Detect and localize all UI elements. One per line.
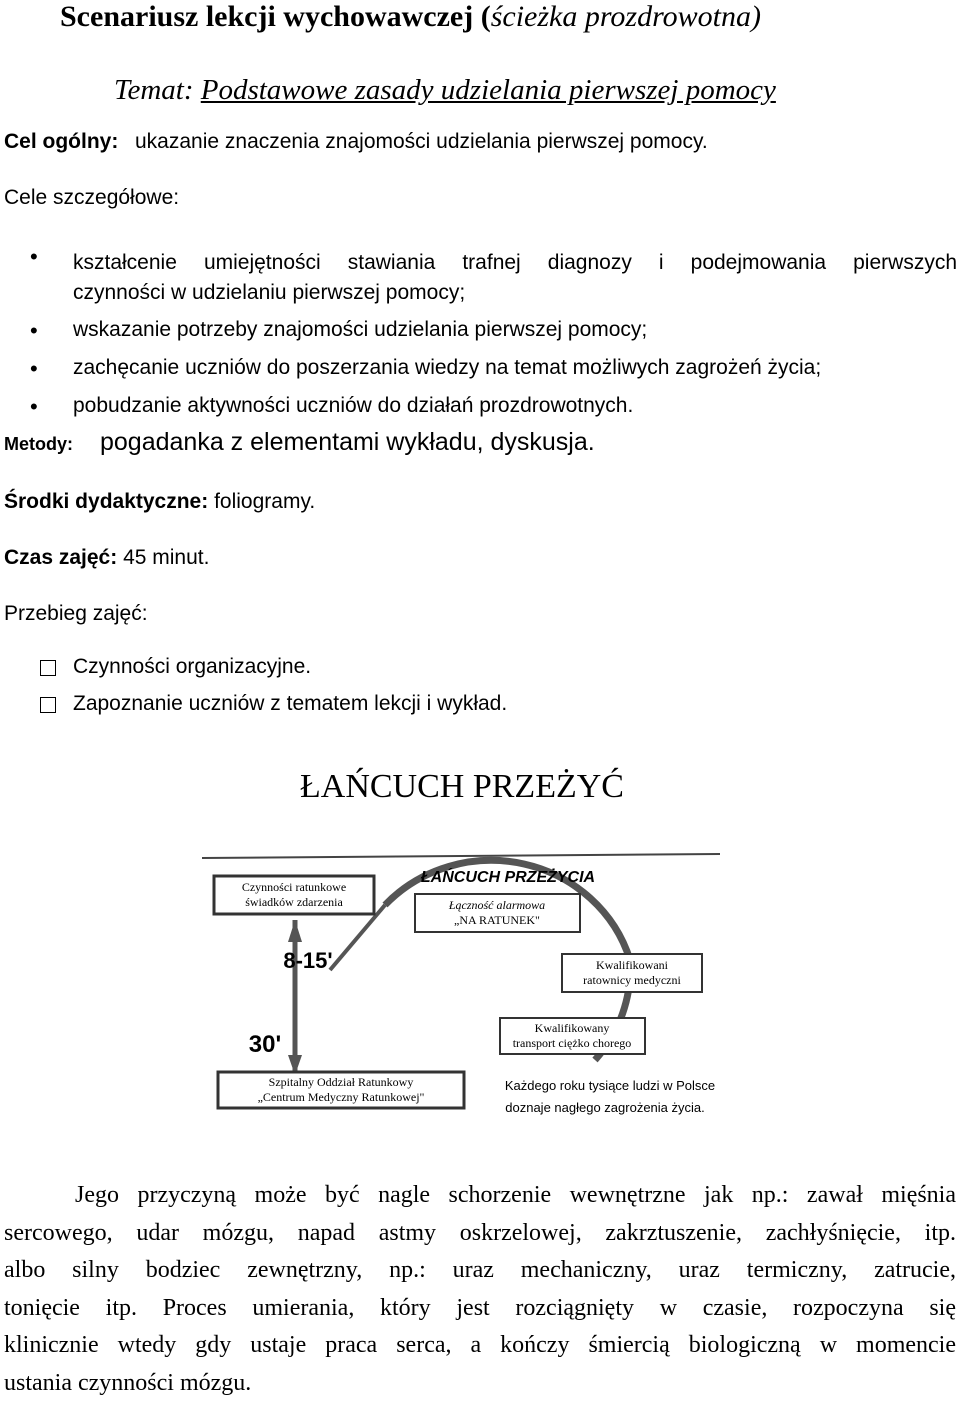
note-line1: Każdego roku tysiące ludzi w Polsce <box>504 1078 716 1093</box>
survival-chain-diagram <box>200 850 730 1125</box>
paragraph-line-3: albo silny bodziec zewnętrzny, np.: uraz mechaniczny, uraz termiczny, zatrucie, <box>4 1257 956 1283</box>
topic-label: Temat: <box>114 74 201 106</box>
aids-text: foliogramy. <box>208 490 316 513</box>
course-step-2: Zapoznanie uczniów z tematem lekcji i wykład. <box>73 692 508 715</box>
box5-line2: „Centrum Medyczny Ratunkowej" <box>257 1090 425 1104</box>
paragraph-line-6: ustania czynności mózgu. <box>4 1370 252 1396</box>
lesson-duration <box>4 546 209 570</box>
box1-line1: Czynności ratunkowe <box>241 880 347 894</box>
objective-item-2: wskazanie potrzeby znajomości udzielania pierwszej pomocy; <box>73 318 648 341</box>
title-close-paren: ) <box>751 0 762 33</box>
objective-item-1-line-2: czynności w udzielaniu pierwszej pomocy; <box>73 281 466 304</box>
note-line2: doznaje nagłego zagrożenia życia. <box>505 1100 705 1115</box>
course-label: Przebieg zajęć: <box>4 602 148 625</box>
checkbox-icon <box>40 660 56 676</box>
course-step-1: Czynności organizacyjne. <box>73 655 312 678</box>
figure-title: ŁAŃCUCH PRZEŻYCIA <box>420 869 596 886</box>
general-goal-label: Cel ogólny: <box>4 130 119 153</box>
objective-item-4: pobudzanie aktywności uczniów do działań prozdrowotnych. <box>73 394 634 417</box>
objective-item-3: zachęcanie uczniów do poszerzania wiedzy na temat możliwych zagrożeń życia; <box>73 356 822 379</box>
topic-value: Podstawowe zasady udzielania pierwszej pomocy <box>200 74 776 106</box>
box2-line2: „NA RATUNEK" <box>454 913 540 927</box>
bullet-icon: • <box>30 318 38 343</box>
methods-text: pogadanka z elementami wykładu, dyskusja. <box>100 428 595 456</box>
box1-line2: świadków zdarzenia <box>245 895 343 909</box>
box5-line1: Szpitalny Oddział Ratunkowy <box>268 1075 414 1089</box>
box3-line1: Kwalifikowani <box>596 958 668 972</box>
title-main-text: Scenariusz lekcji wychowawczej ( <box>60 0 491 33</box>
objective-item-1-line-1: kształcenie umiejętności stawiania trafnej diagnozy i podejmowania pierwszych <box>73 251 957 274</box>
box4-line2: transport ciężko chorego <box>512 1036 632 1050</box>
top-rule <box>202 854 720 858</box>
title-italic-text: ścieżka prozdrowotna <box>490 0 752 33</box>
chain-heading: ŁAŃCUCH PRZEŻYĆ <box>300 768 624 805</box>
arrow-head-icon <box>288 920 302 942</box>
paragraph-line-2: sercowego, udar mózgu, napad astmy oskrzelowej, zakrztuszenie, zachłyśnięcie, itp. <box>4 1220 956 1246</box>
box3-line2: ratownicy medyczni <box>583 973 681 987</box>
checkbox-icon <box>40 697 56 713</box>
bullet-icon: • <box>30 356 38 381</box>
aids-label: Środki dydaktyczne: <box>4 490 209 513</box>
paragraph-line-1: Jego przyczyną może być nagle schorzenie wewnętrzne jak np.: zawał mięśnia <box>75 1182 956 1208</box>
box2-line1: Łączność alarmowa <box>448 898 546 912</box>
time-30: 30' <box>248 1031 282 1058</box>
general-goal-text: ukazanie znaczenia znajomości udzielania pierwszej pomocy. <box>135 130 708 153</box>
time-label: Czas zajęć: <box>4 546 118 569</box>
lesson-topic <box>114 74 776 107</box>
bullet-icon: • <box>30 244 38 269</box>
paragraph-line-4: tonięcie itp. Proces umierania, który jest rozciągnięty w czasie, rozpoczyna się <box>4 1295 956 1321</box>
teaching-aids <box>4 490 315 514</box>
methods-label: Metody: <box>4 434 73 454</box>
objectives-label: Cele szczegółowe: <box>4 186 180 209</box>
bullet-icon: • <box>30 394 38 419</box>
time-text: 45 minut. <box>117 546 210 569</box>
paragraph-line-5: klinicznie wtedy gdy ustaje praca serca, a kończy śmiercią biologiczną w momencie <box>4 1332 956 1358</box>
box4-line1: Kwalifikowany <box>534 1021 610 1035</box>
time-8-15: 8-15' <box>283 948 333 973</box>
document-title <box>60 0 761 34</box>
